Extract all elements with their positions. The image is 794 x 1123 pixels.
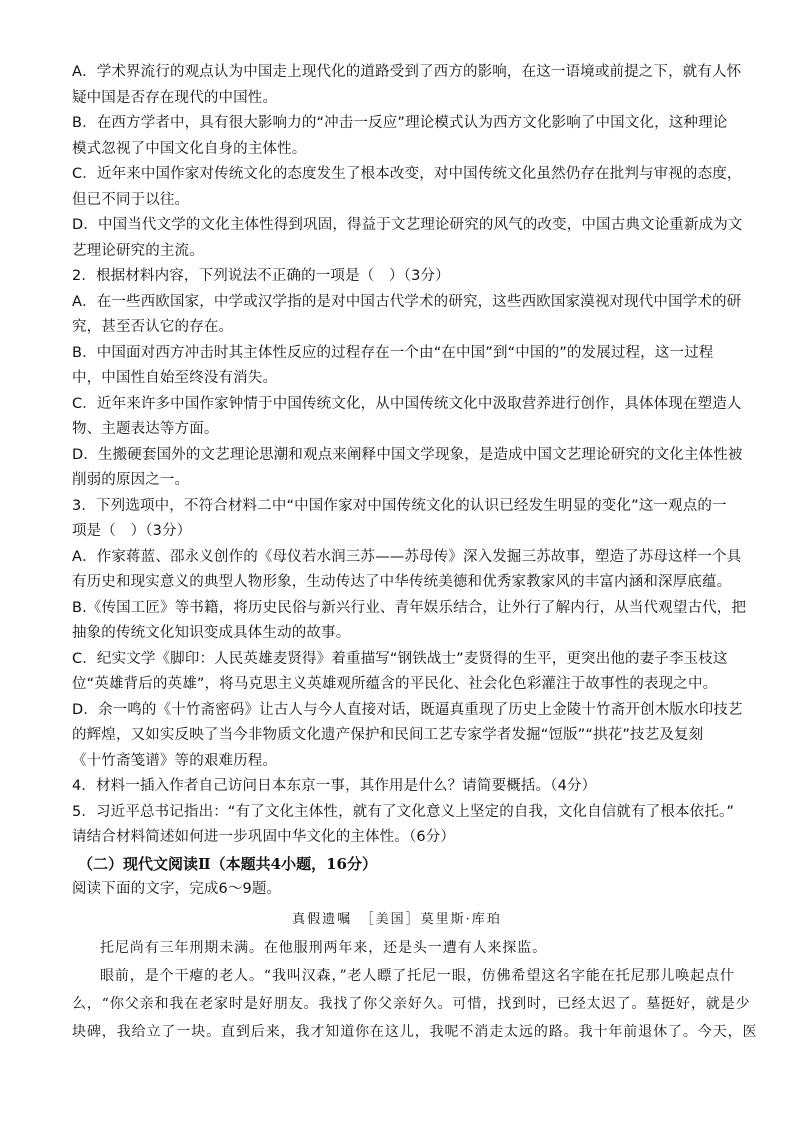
q3-option-d bbox=[72, 698, 743, 775]
text-line: D．中国当代文学的文化主体性得到巩固，得益于文艺理论研究的风气的改变，中国古典文论重新成为文 bbox=[72, 217, 743, 233]
q3-stem bbox=[72, 494, 727, 545]
q5-stem bbox=[72, 800, 735, 851]
text-line: 究，甚至否认它的存在。 bbox=[72, 319, 234, 335]
story-line: 块碑，我给立了一块。直到后来，我才知道你在这儿，我呢不消走太远的路。我十年前退休了。今天，医 bbox=[72, 1024, 758, 1040]
text-line: 疑中国是否存在现代的中国性。 bbox=[72, 89, 278, 106]
q1-option-d bbox=[72, 213, 743, 264]
q3-options bbox=[72, 545, 747, 775]
text-line: 5．习近平总书记指出：“有了文化主体性，就有了文化意义上坚定的自我，文化自信就有了根本依托。” bbox=[72, 803, 735, 820]
text-line: 有历史和现实意义的典型人物形象，生动传达了中华传统美德和优秀家教家风的丰富内涵和深厚底蕴。 bbox=[72, 574, 732, 590]
q1-options bbox=[72, 60, 743, 264]
q2-option-d bbox=[72, 443, 743, 494]
text-line: D．生搬硬套国外的文艺理论思潮和观点来阐释中国文学现象，是造成中国文艺理论研究的文化主体性被 bbox=[72, 446, 743, 463]
q2-stem: 2．根据材料内容，下列说法不正确的一项是（ ）（3分） bbox=[72, 268, 450, 284]
story-line: 眼前，是个干瘪的老人。“我叫汉森，”老人瞟了托尼一眼，仿佛希望这名字能在托尼那儿唤起点什 bbox=[100, 968, 735, 984]
q3-option-c bbox=[72, 647, 728, 698]
text-line: C．纪实文学《脚印：人民英雄麦贤得》着重描写“钢铁战士”麦贤得的生平，更突出他的妻子李玉枝这 bbox=[72, 650, 728, 667]
q2-option-c bbox=[72, 392, 742, 443]
text-line: A．作家蒋蓝、邵永义创作的《母仪若水润三苏——苏母传》深入发掘三苏故事，塑造了苏母这样一个具 bbox=[72, 548, 742, 565]
text-line: A．学术界流行的观点认为中国走上现代化的道路受到了西方的影响，在这一语境或前提之下，就有人怀 bbox=[72, 64, 742, 80]
text-line: 艺理论研究的主流。 bbox=[72, 242, 204, 259]
text-line: 抽象的传统文化知识变成具体生动的故事。 bbox=[72, 625, 351, 641]
q3-option-b bbox=[72, 596, 747, 647]
q3-option-a bbox=[72, 545, 742, 596]
q2-option-a bbox=[72, 290, 742, 341]
text-line: 但已不同于以往。 bbox=[72, 191, 190, 208]
section-title: （二）现代文阅读Ⅱ（本题共4小题，16分） bbox=[78, 854, 377, 873]
text-line: C．近年来许多中国作家钟情于中国传统文化，从中国传统文化中汲取营养进行创作，具体体现在塑造人 bbox=[72, 395, 742, 412]
text-line: B.《传国工匠》等书籍，将历史民俗与新兴行业、青年娱乐结合，让外行了解内行，从当代观望古代，把 bbox=[72, 599, 747, 616]
story-title: 真假遗嘱 ［美国］莫里斯·库珀 bbox=[292, 912, 502, 927]
text-line: 物、主题表达等方面。 bbox=[72, 421, 219, 437]
q4-stem: 4．材料一插入作者自己访问日本东京一事，其作用是什么？请简要概括。（4分） bbox=[72, 778, 597, 794]
text-line: D．余一鸣的《十竹斋密码》让古人与今人直接对话，既逼真重现了历史上金陵十竹斋开创木版水印技艺 bbox=[72, 701, 743, 718]
text-line: 模式忽视了中国文化自身的主体性。 bbox=[72, 140, 307, 157]
story-line: 么，“你父亲和我在老家时是好朋友。我找了你父亲好久。可惜，找到时，已经太迟了。墓挺好，就是少 bbox=[72, 996, 751, 1012]
text-line: 位“英雄背后的英雄”，将马克思主义英雄观所蕴含的平民化、社会化色彩灌注于故事性的表现之中。 bbox=[72, 676, 718, 692]
text-line: C．近年来中国作家对传统文化的态度发生了根本改变，对中国传统文化虽然仍存在批判与审视的态度， bbox=[72, 166, 742, 182]
q2-options bbox=[72, 290, 743, 494]
text-line: 中，中国性自始至终没有消失。 bbox=[72, 370, 278, 386]
text-line: 请结合材料简述如何进一步巩固中华文化的主体性。（6分） bbox=[72, 829, 456, 845]
q1-option-b bbox=[72, 111, 728, 162]
q2-option-b bbox=[72, 341, 722, 392]
page-content bbox=[72, 60, 758, 1046]
text-line: 3．下列选项中，不符合材料二中“中国作家对中国传统文化的认识已经发生明显的变化”这一观点的一 bbox=[72, 497, 727, 514]
section-instruction: 阅读下面的文字，完成6～9题。 bbox=[72, 880, 282, 897]
story-line: 托尼尚有三年刑期未满。在他服刑两年来，还是头一遭有人来探监。 bbox=[100, 940, 547, 956]
text-line: 的辉煌，又如实反映了当今非物质文化遗产保护和民间工艺专家学者发掘“饾版”“拱花”技艺及复刻 bbox=[72, 727, 704, 743]
text-line: 《十竹斋笺谱》等的艰难历程。 bbox=[72, 752, 278, 769]
text-line: 项是（ ）（3分） bbox=[72, 523, 192, 539]
q1-option-a bbox=[72, 60, 742, 111]
text-line: B．在西方学者中，具有很大影响力的“冲击一反应”理论模式认为西方文化影响了中国文化，这种理论 bbox=[72, 115, 728, 131]
text-line: B．中国面对西方冲击时其主体性反应的过程存在一个由“在中国”到“中国的”的发展过程，这一过程 bbox=[72, 344, 714, 361]
text-line: A．在一些西欧国家，中学或汉学指的是对中国古代学术的研究，这些西欧国家漠视对现代中国学术的研 bbox=[72, 293, 742, 310]
story-passage bbox=[72, 906, 758, 1046]
text-line: 削弱的原因之一。 bbox=[72, 472, 190, 488]
q1-option-c bbox=[72, 162, 742, 213]
